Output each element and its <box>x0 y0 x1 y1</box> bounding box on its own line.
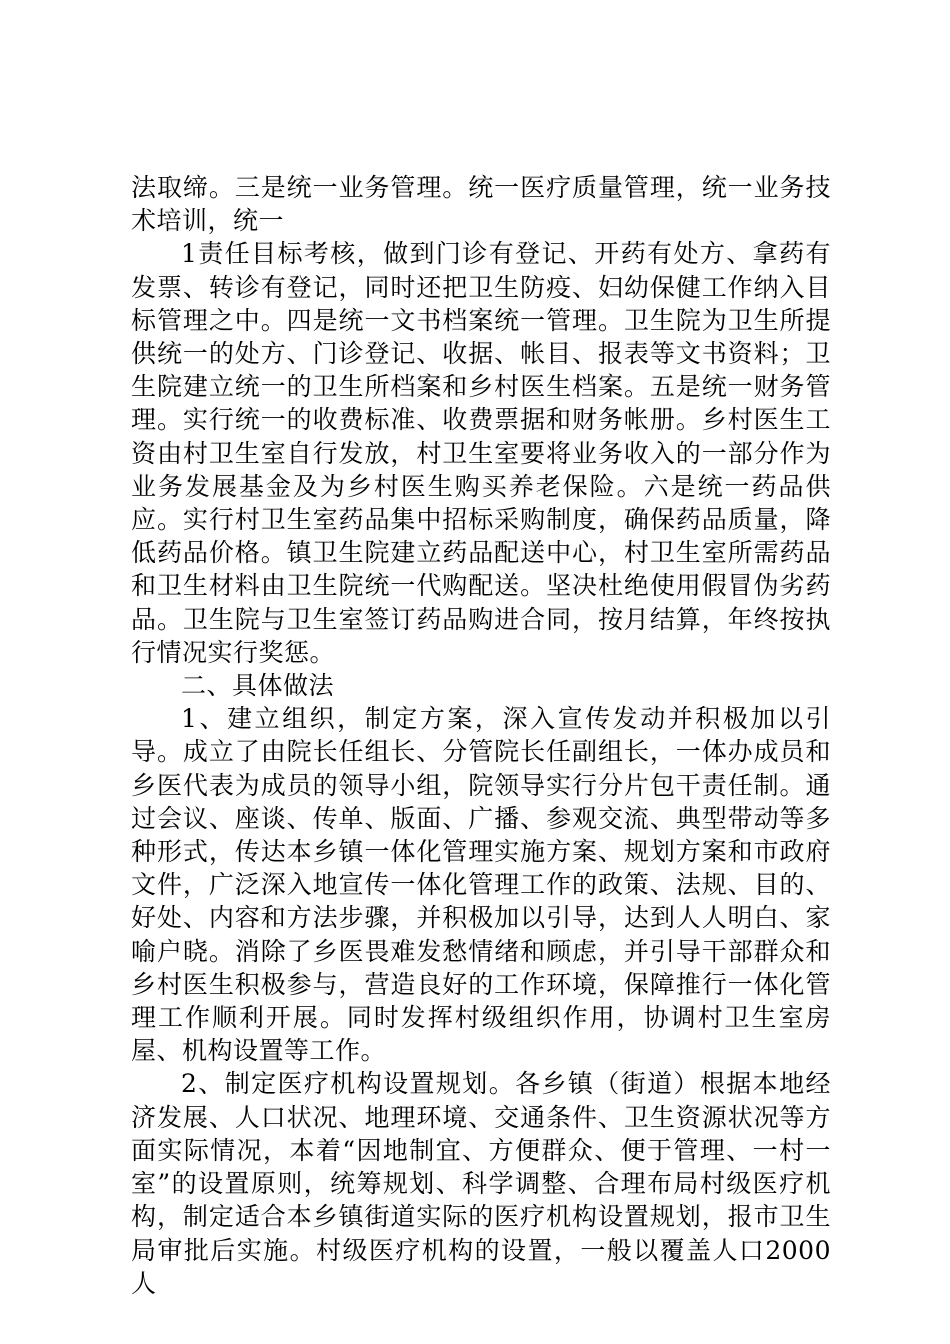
paragraph-responsibility-targets: 1责任目标考核，做到门诊有登记、开药有处方、拿药有发票、转诊有登记，同时还把卫生防疫、妇幼保健工作纳入目标管理之中。四是统一文书档案统一管理。卫生院为卫生所提供统一的处方、门诊登记、收据、帐目、报表等文书资料；卫生院建立统一的卫生所档案和乡村医生档案。五是统一财务管理。实行统一的收费标准、收费票据和财务帐册。乡村医生工资由村卫生室自行发放，村卫生室要将业务收入的一部分作为业务发展基金及为乡村医生购买养老保险。六是统一药品供应。实行村卫生室药品集中招标采购制度，确保药品质量，降低药品价格。镇卫生院建立药品配送中心，村卫生室所需药品和卫生材料由卫生院统一代购配送。坚决杜绝使用假冒伪劣药品。卫生院与卫生室签订药品购进合同，按月结算，年终按执行情况实行奖惩。 <box>131 239 831 667</box>
section-heading-specific-methods: 二、具体做法 <box>181 671 335 701</box>
paragraph-organization-setup: 1、建立组织，制定方案，深入宣传发动并积极加以引导。成立了由院长任组长、分管院长任副组长，一体办成员和乡医代表为成员的领导小组，院领导实行分片包干责任制。通过会议、座谈、传单、版面、广播、参观交流、典型带动等多种形式，传达本乡镇一体化管理实施方案、规划方案和市政府文件，广泛深入地宣传一体化管理工作的政策、法规、目的、好处、内容和方法步骤，并积极加以引导，达到人人明白、家喻户晓。消除了乡医畏难发愁情绪和顾虑，并引导干部群众和乡村医生积极参与，营造良好的工作环境，保障推行一体化管理工作顺利开展。同时发挥村级组织作用，协调村卫生室房屋、机构设置等工作。 <box>131 704 831 1066</box>
paragraph-continued-management: 法取缔。三是统一业务管理。统一医疗质量管理，统一业务技术培训，统一 <box>131 173 831 236</box>
paragraph-facility-planning: 2、制定医疗机构设置规划。各乡镇（街道）根据本地经济发展、人口状况、地理环境、交通条件、卫生资源状况等方面实际情况，本着“因地制宜、方便群众、便于管理、一村一室”的设置原则，统筹规划、科学调整、合理布局村级医疗机构，制定适合本乡镇街道实际的医疗机构设置规划，报市卫生局审批后实施。村级医疗机构的设置，一般以覆盖人口2000人 <box>131 1069 831 1298</box>
document-body <box>131 171 831 1300</box>
